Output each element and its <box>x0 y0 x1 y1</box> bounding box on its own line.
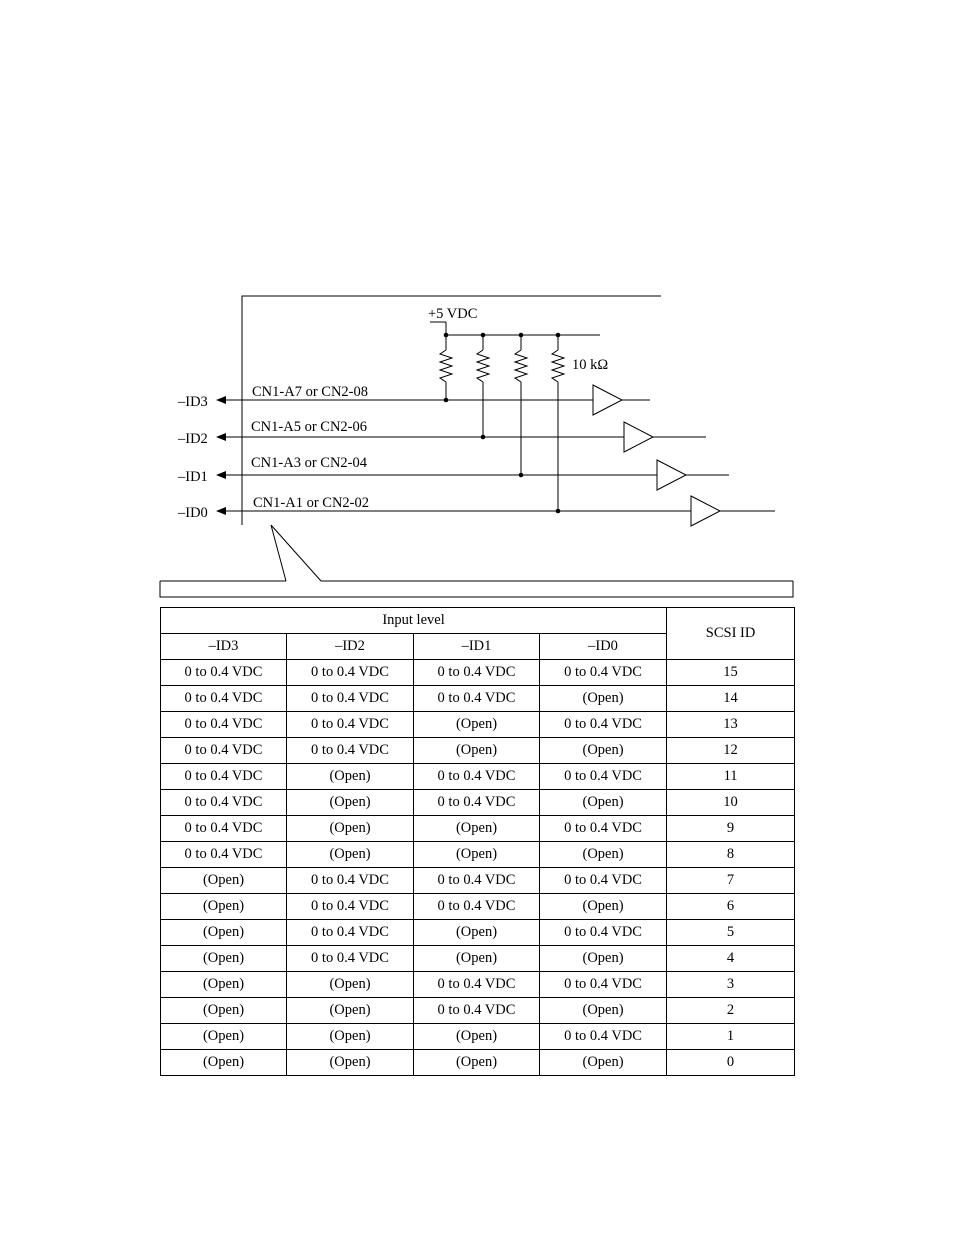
input-level-cell: 0 to 0.4 VDC <box>540 660 667 686</box>
input-level-cell: 0 to 0.4 VDC <box>161 764 287 790</box>
input-level-cell: (Open) <box>414 920 540 946</box>
junction-dot <box>519 333 524 338</box>
connector-label-id1: CN1-A3 or CN2-04 <box>251 455 367 471</box>
input-level-cell: (Open) <box>540 686 667 712</box>
resistor-1 <box>440 350 452 382</box>
input-level-cell: 0 to 0.4 VDC <box>414 790 540 816</box>
input-level-cell: 0 to 0.4 VDC <box>161 660 287 686</box>
junction-dot <box>444 398 449 403</box>
input-level-cell: 0 to 0.4 VDC <box>287 920 414 946</box>
board-outline <box>242 296 661 525</box>
scsi-id-circuit-diagram <box>0 0 954 600</box>
input-level-cell: (Open) <box>161 1024 287 1050</box>
scsi-id-cell: 0 <box>667 1050 795 1076</box>
input-level-cell: (Open) <box>414 842 540 868</box>
junction-dot <box>444 333 449 338</box>
input-level-cell: 0 to 0.4 VDC <box>161 790 287 816</box>
signal-label-id2: –ID2 <box>178 431 208 447</box>
input-level-cell: 0 to 0.4 VDC <box>414 764 540 790</box>
scsi-id-cell: 13 <box>667 712 795 738</box>
table-row <box>161 686 795 712</box>
supply-label: +5 VDC <box>428 306 478 322</box>
input-level-cell: 0 to 0.4 VDC <box>287 868 414 894</box>
input-level-cell: 0 to 0.4 VDC <box>540 764 667 790</box>
input-level-cell: 0 to 0.4 VDC <box>540 816 667 842</box>
input-level-cell: (Open) <box>287 972 414 998</box>
table-row <box>161 764 795 790</box>
column-header-id3: –ID3 <box>161 634 287 660</box>
input-level-cell: (Open) <box>414 946 540 972</box>
table-row <box>161 998 795 1024</box>
junction-dot <box>556 509 561 514</box>
scsi-id-cell: 11 <box>667 764 795 790</box>
table-row <box>161 1024 795 1050</box>
resistor-leads <box>446 335 558 511</box>
connector-label-id3: CN1-A7 or CN2-08 <box>252 384 368 400</box>
scsi-id-cell: 5 <box>667 920 795 946</box>
input-level-cell: (Open) <box>414 816 540 842</box>
input-level-cell: 0 to 0.4 VDC <box>414 660 540 686</box>
callout-pointer <box>271 525 793 581</box>
input-level-cell: (Open) <box>161 868 287 894</box>
input-level-cell: 0 to 0.4 VDC <box>287 946 414 972</box>
junction-dot <box>519 473 524 478</box>
input-level-cell: 0 to 0.4 VDC <box>540 972 667 998</box>
table-row <box>161 972 795 998</box>
column-header-id0: –ID0 <box>540 634 667 660</box>
buffer-id3 <box>593 385 622 415</box>
input-level-cell: 0 to 0.4 VDC <box>287 660 414 686</box>
table-row <box>161 712 795 738</box>
input-level-cell: (Open) <box>414 1050 540 1076</box>
scsi-id-cell: 15 <box>667 660 795 686</box>
junction-dot <box>556 333 561 338</box>
arrow-id0 <box>216 507 226 515</box>
input-level-cell: 0 to 0.4 VDC <box>161 842 287 868</box>
input-level-cell: 0 to 0.4 VDC <box>287 894 414 920</box>
input-level-cell: (Open) <box>287 764 414 790</box>
input-level-cell: 0 to 0.4 VDC <box>414 972 540 998</box>
input-level-cell: (Open) <box>287 842 414 868</box>
table-row <box>161 816 795 842</box>
arrow-id2 <box>216 433 226 441</box>
input-level-cell: (Open) <box>161 972 287 998</box>
input-level-cell: (Open) <box>287 1050 414 1076</box>
table-row <box>161 842 795 868</box>
connector-label-id2: CN1-A5 or CN2-06 <box>251 419 367 435</box>
buffer-id2 <box>624 422 653 452</box>
junction-dot <box>481 435 486 440</box>
resistor-3 <box>515 350 527 382</box>
input-level-cell: 0 to 0.4 VDC <box>287 712 414 738</box>
input-level-cell: (Open) <box>540 998 667 1024</box>
input-level-cell: 0 to 0.4 VDC <box>414 998 540 1024</box>
buffer-id1 <box>657 460 686 490</box>
column-header-id1: –ID1 <box>414 634 540 660</box>
scsi-id-cell: 7 <box>667 868 795 894</box>
scsi-id-cell: 10 <box>667 790 795 816</box>
input-level-cell: (Open) <box>540 946 667 972</box>
input-level-header: Input level <box>161 608 667 634</box>
input-level-cell: 0 to 0.4 VDC <box>161 686 287 712</box>
input-level-cell: 0 to 0.4 VDC <box>161 816 287 842</box>
scsi-id-cell: 8 <box>667 842 795 868</box>
supply-rail <box>430 322 600 335</box>
table-row <box>161 1050 795 1076</box>
junction-dot <box>481 333 486 338</box>
scsi-id-cell: 2 <box>667 998 795 1024</box>
input-level-cell: 0 to 0.4 VDC <box>540 1024 667 1050</box>
scsi-id-cell: 14 <box>667 686 795 712</box>
scsi-id-header: SCSI ID <box>667 608 795 660</box>
table-row <box>161 946 795 972</box>
table-row <box>161 868 795 894</box>
input-level-cell: (Open) <box>540 790 667 816</box>
table-body <box>161 660 795 1076</box>
signal-label-id0: –ID0 <box>178 505 208 521</box>
resistor-label: 10 kΩ <box>572 357 609 373</box>
input-level-cell: (Open) <box>414 712 540 738</box>
input-level-cell: (Open) <box>540 738 667 764</box>
input-level-cell: 0 to 0.4 VDC <box>540 920 667 946</box>
input-level-cell: 0 to 0.4 VDC <box>414 868 540 894</box>
input-level-cell: (Open) <box>540 842 667 868</box>
input-level-cell: (Open) <box>540 1050 667 1076</box>
input-level-cell: (Open) <box>287 998 414 1024</box>
resistor-4 <box>552 350 564 382</box>
buffer-id0 <box>691 496 720 526</box>
resistor-2 <box>477 350 489 382</box>
connector-label-id0: CN1-A1 or CN2-02 <box>253 495 369 511</box>
input-level-cell: (Open) <box>161 894 287 920</box>
input-level-cell: 0 to 0.4 VDC <box>414 894 540 920</box>
callout-frame <box>160 581 793 597</box>
table-row <box>161 920 795 946</box>
arrow-id1 <box>216 471 226 479</box>
column-header-id2: –ID2 <box>287 634 414 660</box>
input-level-cell: (Open) <box>161 946 287 972</box>
table-row <box>161 660 795 686</box>
signal-label-id3: –ID3 <box>178 394 208 410</box>
input-level-cell: (Open) <box>414 738 540 764</box>
input-level-cell: 0 to 0.4 VDC <box>287 738 414 764</box>
scsi-id-cell: 3 <box>667 972 795 998</box>
table-row <box>161 790 795 816</box>
scsi-id-cell: 1 <box>667 1024 795 1050</box>
input-level-cell: 0 to 0.4 VDC <box>161 712 287 738</box>
input-level-cell: (Open) <box>161 1050 287 1076</box>
input-level-cell: (Open) <box>161 998 287 1024</box>
signal-label-id1: –ID1 <box>178 469 208 485</box>
input-level-cell: (Open) <box>287 816 414 842</box>
scsi-id-cell: 9 <box>667 816 795 842</box>
input-level-cell: 0 to 0.4 VDC <box>287 686 414 712</box>
input-level-cell: (Open) <box>287 1024 414 1050</box>
scsi-id-table <box>160 607 795 1076</box>
input-level-cell: 0 to 0.4 VDC <box>161 738 287 764</box>
table-row <box>161 894 795 920</box>
input-level-cell: (Open) <box>414 1024 540 1050</box>
scsi-id-cell: 4 <box>667 946 795 972</box>
scsi-id-cell: 12 <box>667 738 795 764</box>
scsi-id-cell: 6 <box>667 894 795 920</box>
input-level-cell: 0 to 0.4 VDC <box>540 712 667 738</box>
input-level-cell: (Open) <box>161 920 287 946</box>
input-level-cell: (Open) <box>287 790 414 816</box>
table-row <box>161 738 795 764</box>
input-level-cell: 0 to 0.4 VDC <box>414 686 540 712</box>
input-level-cell: 0 to 0.4 VDC <box>540 868 667 894</box>
input-level-cell: (Open) <box>540 894 667 920</box>
arrow-id3 <box>216 396 226 404</box>
